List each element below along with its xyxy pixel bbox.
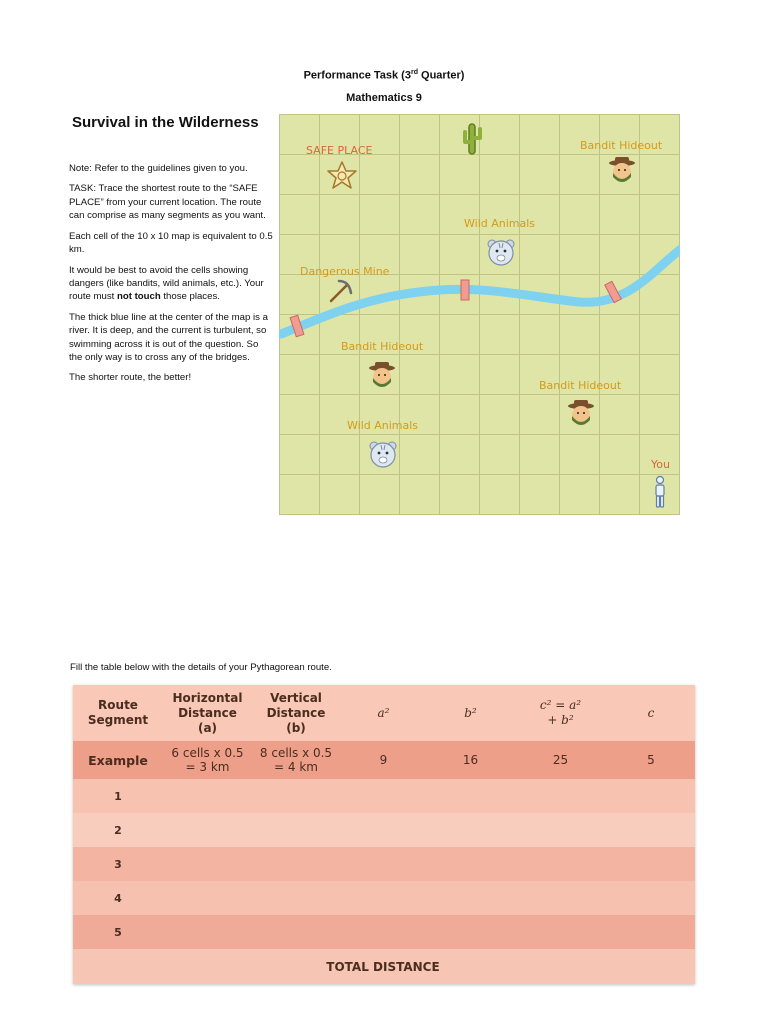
- bridge-center: [461, 280, 469, 300]
- map-cell: [400, 155, 440, 195]
- map-cell: [600, 315, 640, 355]
- header-vertical-distance: [252, 685, 340, 741]
- map-cell: [440, 155, 480, 195]
- task-title: Survival in the Wilderness: [72, 114, 259, 131]
- wild-animals-label-1: Wild Animals: [464, 217, 536, 230]
- table-row: [73, 915, 695, 949]
- map-cell: [640, 155, 680, 195]
- map-cell: [320, 475, 360, 515]
- map-cell: [520, 115, 560, 155]
- map-cell: [480, 315, 520, 355]
- map-cell: [400, 475, 440, 515]
- input-cell[interactable]: [163, 915, 252, 949]
- danger-text: those places.: [160, 291, 220, 303]
- map-cell: [520, 435, 560, 475]
- input-cell[interactable]: [514, 915, 607, 949]
- table-row-example: [73, 741, 695, 779]
- example-b-squared: 16: [427, 741, 514, 779]
- header-text: (b): [286, 720, 306, 735]
- map-cell: [440, 235, 480, 275]
- map-cell: [280, 355, 320, 395]
- input-cell[interactable]: [607, 779, 695, 813]
- map-cell: [280, 435, 320, 475]
- danger-paragraph: [69, 264, 273, 304]
- map-cell: [480, 435, 520, 475]
- input-cell[interactable]: [163, 847, 252, 881]
- input-cell[interactable]: [163, 779, 252, 813]
- wild-animals-label-2: Wild Animals: [347, 419, 419, 432]
- map-cell: [560, 275, 600, 315]
- map-cell: [440, 475, 480, 515]
- header-text: Quarter): [417, 69, 465, 82]
- tiger-icon: [370, 442, 396, 467]
- input-cell[interactable]: [252, 813, 340, 847]
- map-cell: [280, 395, 320, 435]
- map-cell: [480, 115, 520, 155]
- task-paragraph: TASK: Trace the shortest route to the “SAFE PLACE” from your current location. The route can comprise as many segments as you want.: [69, 183, 266, 222]
- table-row: [73, 881, 695, 915]
- map-cell: [480, 155, 520, 195]
- input-cell[interactable]: [607, 813, 695, 847]
- input-cell[interactable]: [163, 813, 252, 847]
- input-cell[interactable]: [340, 881, 427, 915]
- map-cell: [560, 235, 600, 275]
- map-cell: [640, 355, 680, 395]
- cell-text: = 3 km: [185, 760, 230, 774]
- map-cell: [600, 435, 640, 475]
- header-line-2: Mathematics 9: [346, 92, 422, 104]
- total-blank: [73, 949, 252, 984]
- map-cell: [600, 235, 640, 275]
- map-cell: [520, 235, 560, 275]
- map-cell: [560, 435, 600, 475]
- dangerous-mine-label: Dangerous Mine: [300, 265, 390, 278]
- header-c: c: [607, 685, 695, 741]
- header-a-squared: a²: [340, 685, 427, 741]
- table-header-row: [73, 685, 695, 741]
- map-cell: [520, 315, 560, 355]
- map-cell: [520, 155, 560, 195]
- header-text: Vertical: [270, 690, 322, 705]
- segment-number: 4: [73, 881, 163, 915]
- input-cell[interactable]: [514, 847, 607, 881]
- input-cell[interactable]: [427, 915, 514, 949]
- map-cell: [400, 235, 440, 275]
- map-cell: [440, 275, 480, 315]
- input-cell[interactable]: [427, 881, 514, 915]
- map-cell: [440, 315, 480, 355]
- input-cell[interactable]: [252, 847, 340, 881]
- map-cell: [520, 395, 560, 435]
- input-cell[interactable]: [427, 847, 514, 881]
- input-cell[interactable]: [252, 915, 340, 949]
- map-cell: [280, 155, 320, 195]
- map-cell: [360, 195, 400, 235]
- map-cell: [400, 435, 440, 475]
- map-cell: [280, 195, 320, 235]
- segment-number: 3: [73, 847, 163, 881]
- header-text: (a): [197, 720, 218, 735]
- table-instruction: Fill the table below with the details of your Pythagorean route.: [70, 662, 332, 673]
- map-cell: [280, 275, 320, 315]
- cell-text: = 4 km: [274, 760, 318, 774]
- input-cell[interactable]: [514, 881, 607, 915]
- wilderness-map: [279, 114, 680, 515]
- header-text: Distance: [266, 705, 326, 720]
- map-cell: [400, 115, 440, 155]
- map-svg: [279, 114, 680, 515]
- map-cell: [520, 475, 560, 515]
- header-text: Distance: [178, 705, 237, 720]
- bandit-hideout-label-1: Bandit Hideout: [580, 139, 663, 152]
- header-text: Route: [98, 698, 138, 712]
- segment-number: 2: [73, 813, 163, 847]
- header-b-squared: b²: [427, 685, 514, 741]
- input-cell[interactable]: [340, 813, 427, 847]
- input-cell[interactable]: [340, 915, 427, 949]
- map-cell: [400, 355, 440, 395]
- total-distance-label: TOTAL DISTANCE: [252, 949, 514, 984]
- map-cell: [440, 355, 480, 395]
- map-cell: [440, 435, 480, 475]
- input-cell[interactable]: [427, 779, 514, 813]
- map-cell: [560, 475, 600, 515]
- header-route-segment: [73, 685, 163, 741]
- map-cell: [600, 475, 640, 515]
- segment-number: 5: [73, 915, 163, 949]
- segment-number: 1: [73, 779, 163, 813]
- map-cell: [600, 195, 640, 235]
- header-c-squared: [514, 685, 607, 741]
- map-cell: [440, 395, 480, 435]
- you-label: You: [651, 458, 670, 471]
- input-cell[interactable]: [514, 779, 607, 813]
- instructions: [69, 162, 273, 392]
- map-cell: [560, 315, 600, 355]
- bandit-hideout-label-3: Bandit Hideout: [539, 379, 622, 392]
- input-cell[interactable]: [607, 881, 695, 915]
- table-row: [73, 847, 695, 881]
- input-cell[interactable]: [514, 813, 607, 847]
- map-cell: [280, 475, 320, 515]
- example-c-squared: 25: [514, 741, 607, 779]
- example-horizontal: [163, 741, 252, 779]
- input-cell[interactable]: [607, 847, 695, 881]
- closing-paragraph: The shorter route, the better!: [69, 372, 192, 384]
- map-cell: [360, 155, 400, 195]
- table-row-total: [73, 949, 695, 984]
- danger-emphasis: not touch: [117, 291, 161, 303]
- route-table: [73, 685, 695, 984]
- header-text: Segment: [87, 713, 149, 727]
- map-cell: [320, 195, 360, 235]
- input-cell[interactable]: [340, 779, 427, 813]
- map-cell: [400, 195, 440, 235]
- header-text: c² = a²: [539, 698, 582, 712]
- example-c: 5: [607, 741, 695, 779]
- input-cell[interactable]: [252, 779, 340, 813]
- input-cell[interactable]: [163, 881, 252, 915]
- input-cell[interactable]: [340, 847, 427, 881]
- example-label: Example: [73, 741, 163, 779]
- map-cell: [560, 195, 600, 235]
- note-paragraph: Note: Refer to the guidelines given to you.: [69, 163, 248, 174]
- header-text: Horizontal: [172, 690, 243, 705]
- header-line-1: [0, 69, 768, 82]
- person-icon: [656, 477, 664, 508]
- header-text: Performance Task (3: [303, 69, 411, 82]
- map-cell: [640, 395, 680, 435]
- map-cell: [360, 475, 400, 515]
- total-distance-value[interactable]: [514, 949, 695, 984]
- map-cell: [480, 355, 520, 395]
- scale-paragraph: Each cell of the 10 x 10 map is equivalent to 0.5 km.: [69, 230, 273, 256]
- safe-place-label: SAFE PLACE: [306, 144, 373, 157]
- table-row: [73, 779, 695, 813]
- map-cell: [480, 475, 520, 515]
- map-cell: [320, 435, 360, 475]
- header-horizontal-distance: [163, 685, 252, 741]
- map-cell: [640, 315, 680, 355]
- danger-text: It would be best to avoid the cells showing dangers (like bandits, wild animals, etc.). Your route must: [69, 264, 264, 303]
- map-cell: [480, 395, 520, 435]
- map-cell: [600, 395, 640, 435]
- bandit-hideout-label-2: Bandit Hideout: [341, 340, 424, 353]
- tiger-icon: [488, 240, 514, 265]
- example-a-squared: 9: [340, 741, 427, 779]
- map-cell: [640, 195, 680, 235]
- cell-text: 8 cells x 0.5: [259, 746, 333, 760]
- example-vertical: [252, 741, 340, 779]
- header-text: + b²: [547, 713, 574, 727]
- input-cell[interactable]: [607, 915, 695, 949]
- river-paragraph: The thick blue line at the center of the map is a river. It is deep, and the current is turbulent, so swimming across it is out of the question. So the only way is to cross any of the bridges.: [69, 311, 268, 364]
- map-cell: [320, 355, 360, 395]
- input-cell[interactable]: [427, 813, 514, 847]
- input-cell[interactable]: [252, 881, 340, 915]
- table-row: [73, 813, 695, 847]
- header-superscript: rd: [410, 69, 418, 76]
- cell-text: 6 cells x 0.5: [171, 746, 244, 760]
- map-cell: [560, 155, 600, 195]
